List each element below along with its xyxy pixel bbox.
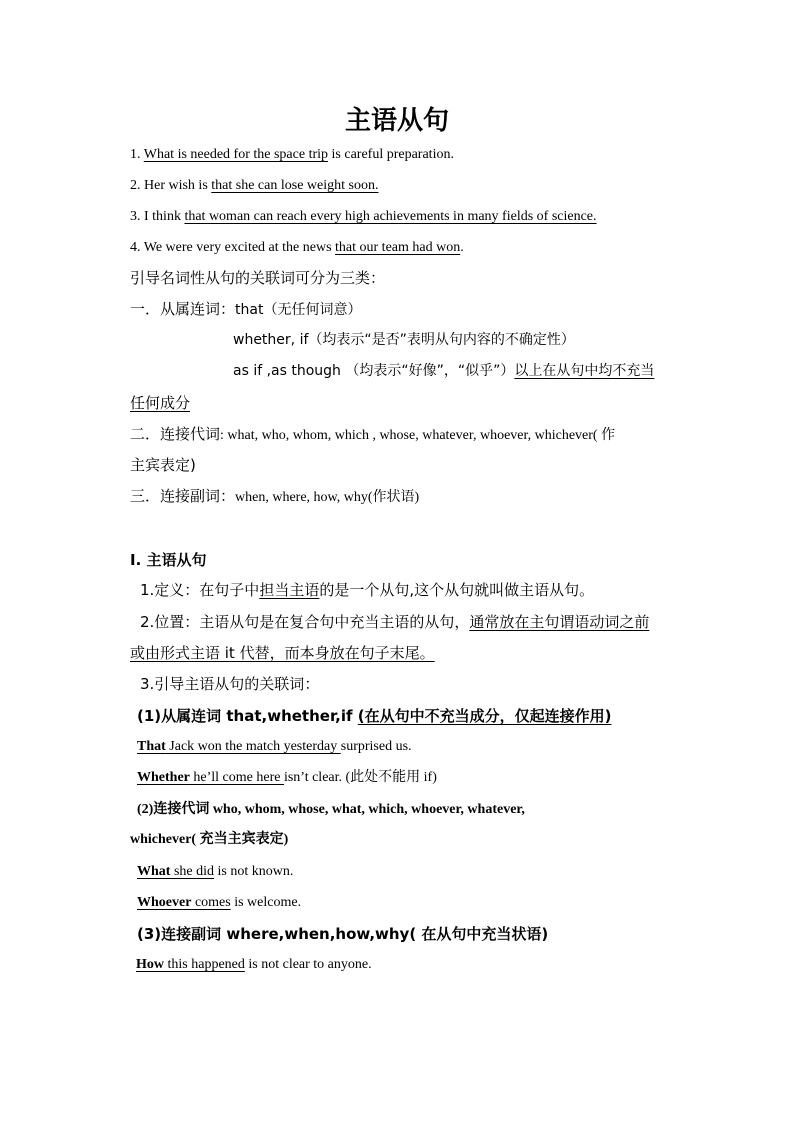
- sub3-example-1-rest: is not clear to anyone.: [244, 957, 372, 972]
- example-3-lead: 3. I think: [130, 209, 185, 224]
- category-1-line4: [130, 393, 678, 413]
- sub3-example-1-bold: How: [136, 957, 164, 972]
- sub2-example-2-rest: is welcome.: [230, 895, 302, 910]
- sub2-example-2: [137, 893, 685, 913]
- definition-underlined: 担当主语: [259, 581, 320, 599]
- category-1-line2: whether, if（均表示“是否”表明从句内容的不确定性）: [233, 332, 575, 348]
- category-3-text: when, where, how, why(作状语): [235, 490, 420, 505]
- sub2-example-1-clause: she did: [170, 864, 215, 879]
- category-1: [130, 299, 678, 320]
- sub2-example-2-clause: comes: [191, 895, 231, 910]
- definition-a: 1.定义：在句子中: [140, 581, 260, 599]
- category-1-label: 一．从属连词：: [130, 300, 236, 318]
- sub1-example-2-clause: he’ll come here: [189, 770, 284, 785]
- page-title: 主语从句: [344, 106, 449, 136]
- definition-b: 的是一个从句,这个从句就叫做主语从句。: [319, 581, 595, 599]
- subheading-2-cont: whichever( 充当主宾表定): [130, 832, 289, 847]
- sub2-example-2-bold: Whoever: [137, 895, 192, 910]
- category-1-line1: that（无任何词意）: [235, 302, 362, 318]
- category-1-line3: [233, 361, 678, 381]
- example-3: [130, 207, 678, 227]
- example-3-clause: that woman can reach every high achievements in many fields of science.: [184, 209, 597, 224]
- category-2-text: : what, who, whom, which , whose, whatever, whoever, whichever( 作: [220, 428, 616, 443]
- example-2-clause: that she can lose weight soon.: [211, 178, 379, 193]
- category-1-line4-underlined: 任何成分: [130, 394, 191, 412]
- subheading-2: (2)连接代词 who, whom, whose, what, which, whoever, whatever,: [137, 802, 525, 817]
- sub1-example-2-bold: Whether: [137, 770, 190, 785]
- position-underlined-2: 或由形式主语 it 代替，而本身放在句子末尾。: [130, 644, 435, 662]
- category-2: [130, 424, 678, 446]
- position-line-2: [130, 643, 678, 663]
- sub1-example-1-clause: Jack won the match yesterday: [165, 739, 341, 754]
- position-a: 2.位置：主语从句是在复合句中充当主语的从句，: [140, 613, 470, 631]
- example-4-clause: that our team had won: [335, 240, 461, 255]
- sub1-example-2-rest: isn’t clear. (此处不能用 if): [283, 770, 437, 785]
- sub2-example-1-bold: What: [137, 864, 171, 879]
- category-2-label: 二．连接代词: [130, 425, 221, 443]
- example-1-lead: 1.: [130, 147, 144, 162]
- category-3: [130, 486, 678, 508]
- example-1: [130, 145, 678, 165]
- example-4: [130, 238, 678, 258]
- sub1-example-1: [137, 737, 685, 757]
- sub1-example-1-bold: That: [137, 739, 166, 754]
- position-line: [140, 612, 688, 632]
- category-1-line3-plain: as if ,as though （均表示“好像”，“似乎”）: [233, 363, 515, 379]
- sub1-example-2: [137, 768, 685, 788]
- sub1-example-1-rest: surprised us.: [340, 739, 412, 754]
- subheading-1-note: (在从句中不充当成分，仅起连接作用): [357, 707, 612, 725]
- example-4-rest: .: [460, 240, 464, 255]
- relatives-line: 3.引导主语从句的关联词：: [140, 675, 320, 693]
- example-4-lead: 4. We were very excited at the news: [130, 240, 336, 255]
- subheading-3: (3)连接副词 where,when,how,why( 在从句中充当状语): [137, 925, 549, 943]
- position-underlined: 通常放在主句谓语动词之前: [469, 613, 650, 631]
- example-2-lead: 2. Her wish is: [130, 178, 212, 193]
- example-2: [130, 176, 678, 196]
- example-1-clause: What is needed for the space trip: [143, 147, 329, 162]
- sub3-example-1-clause: this happened: [164, 957, 245, 972]
- category-2-cont: 主宾表定): [130, 456, 196, 474]
- sub3-example-1: [136, 955, 684, 975]
- subheading-1-text: (1)从属连词 that,whether,if: [137, 707, 358, 725]
- category-1-line3-underlined: 以上在从句中均不充当: [514, 363, 655, 379]
- subheading-1: [137, 706, 685, 726]
- category-3-label: 三．连接副词：: [130, 487, 236, 505]
- sub2-example-1-rest: is not known.: [214, 864, 294, 879]
- section-heading: I. 主语从句: [130, 551, 207, 569]
- example-1-rest: is careful preparation.: [328, 147, 454, 162]
- definition-line: [140, 580, 688, 600]
- sub2-example-1: [137, 862, 685, 882]
- intro-text: 引导名词性从句的关联词可分为三类：: [130, 269, 386, 287]
